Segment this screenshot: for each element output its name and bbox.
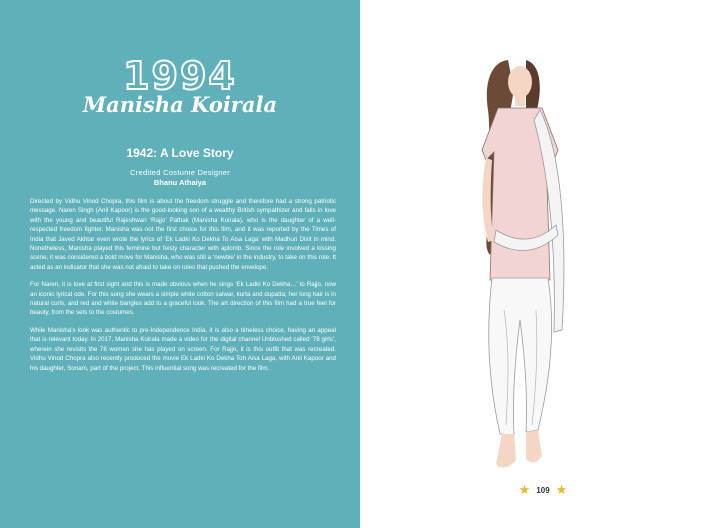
credit-label: Credited Costume Designer <box>129 168 231 177</box>
page-number: 109 <box>536 485 550 495</box>
star-icon: ★ <box>518 482 531 498</box>
paragraph-3: While Manisha’s look was authentic to pre-Independence India, it is also a timeless choice, having an appeal that is relevant today. In 2017, Manisha Koirala made a video for the digital channel Unblushed called ‘78 girls’, wherein she revisits the 78 women she has played on screen. For Rajjo, it is this outfit that was recreated. Vidhu Vinod Chopra also recently produced the movie Ek Ladki Ko Dekha Toh Aisa Laga, with Anil Kapoor and his daughter, Sonam, part of the project. This influential song was recreated for the film. <box>30 326 336 372</box>
actress-name: Manisha Koirala <box>82 92 278 117</box>
salwar <box>489 278 552 435</box>
paragraph-2: For Naren, it is love at first sight and this is made obvious when he sings ‘Ek Ladki Ko Dekha…’ to Rajjo, now an iconic lyrical ode. For this song she wears a simple white cotton salwar, kurta and dupatta; her long hair is in natural curls, and red and white bangles add to a graceful look. The art direction of this film had a true feel for beauty, from the sets to the costumes. <box>30 281 336 317</box>
movie-title: 1942: A Love Story <box>126 146 234 160</box>
year-text: 1994 <box>123 54 237 98</box>
designer-name: Bhanu Athaiya <box>153 178 207 187</box>
right-foot <box>526 430 542 462</box>
fashion-illustration <box>430 30 620 480</box>
article-body <box>30 197 336 381</box>
paragraph-1: Directed by Vidhu Vinod Chopra, this film is about the freedom struggle and therefore had a strong patriotic message. Naren Singh (Anil Kapoor) is the good-looking son of a wealthy British sympathizer and falls in love with the young and beautiful Rajeshwari ‘Rajjo’ Pathak (Manisha Koirala), who is the daughter of a well-respected freedom fighter. Manisha was not the first choice for this film, and it was reported by the Times of India that Javed Akhtar even wrote the lyrics of ‘Ek Ladki Ko Dekha To Aisa Laga’ with Madhuri Dixit in mind. Nonetheless, Manisha played this feminine but feisty character with aplomb. Since the role involved a kissing scene, it was considered a bold move for Manisha, who was still a ‘newbie’ in the industry, to take on this role. It acted as an indicator that she was not afraid to take on roles that pushed the envelope. <box>30 198 336 271</box>
star-icon: ★ <box>555 482 568 498</box>
left-foot <box>496 434 516 467</box>
face <box>508 66 532 98</box>
neck <box>515 96 525 106</box>
page-footer <box>508 480 578 500</box>
right-page <box>360 0 720 528</box>
